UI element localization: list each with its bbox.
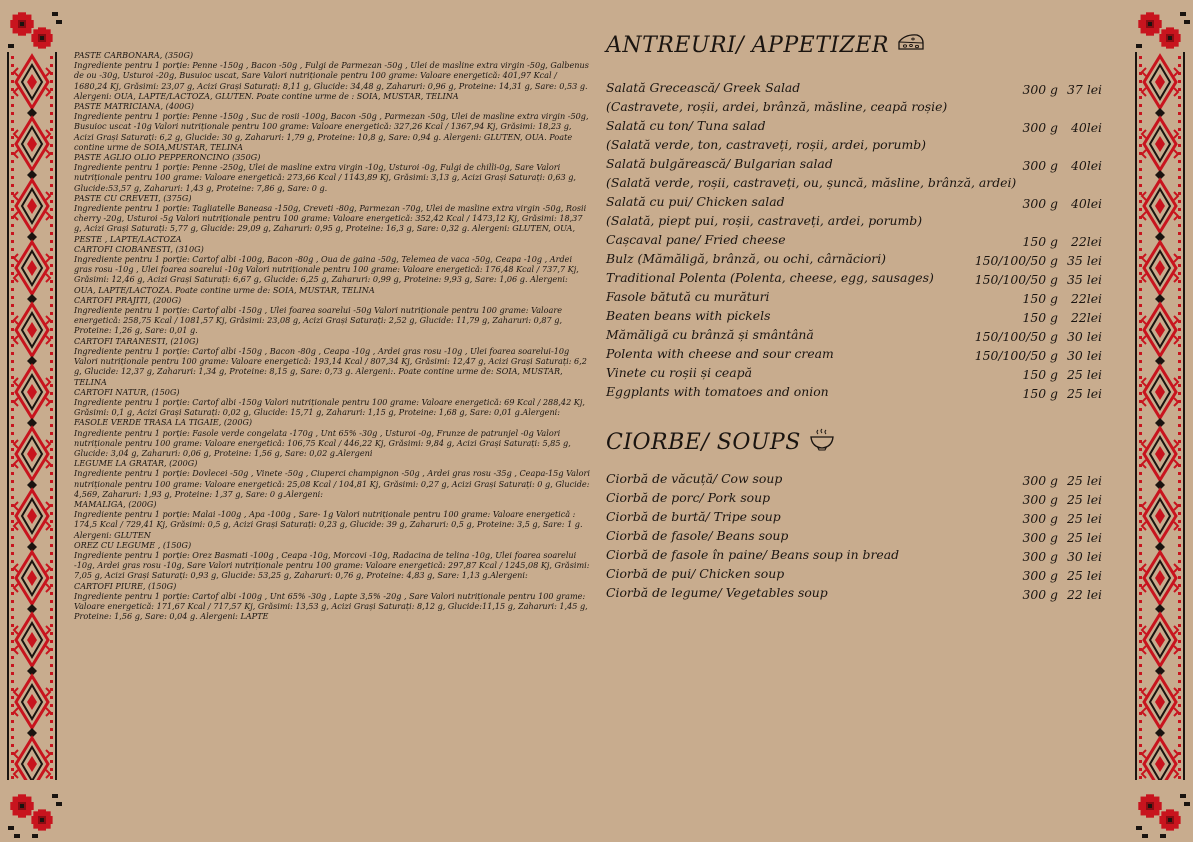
dish-title: CARTOFI PIURE, (150G) — [74, 580, 177, 591]
menu-item-name: Vinete cu roșii și ceapă — [606, 365, 752, 380]
menu-item-quantity: 300 g — [1022, 158, 1058, 173]
menu-item-price: 22lei — [1070, 234, 1102, 249]
menu-item-name: Ciorbă de legume/ Vegetables soup — [606, 585, 828, 600]
menu-row — [606, 365, 1116, 384]
menu-item-quantity: 300 g — [1022, 82, 1058, 97]
menu-item-quantity: 150/100/50 g — [974, 348, 1058, 363]
menu-item-price: 25 lei — [1067, 367, 1102, 382]
menu-row — [606, 547, 1116, 566]
menu-row — [606, 118, 1116, 137]
menu-item-name: Salată cu pui/ Chicken salad — [606, 194, 785, 209]
menu-item-name: Ciorbă de burtă/ Tripe soup — [606, 509, 781, 524]
menu-row — [606, 509, 1116, 528]
dish-ingredients: Ingrediente pentru 1 porție: Dovlecei -50g , Vinete -50g , Ciuperci champignon -50g , Ardei gras rosu -35g , Ceapa-15g Valori nutriționale pentru 100 grame: Valoare energetică: 25,08 Kcal / 104,81 Kj, Grăsimi: 0,27 g, Acizi Grași Saturați: 0 g, Glucide: 4,569, Zaharuri: 1,93 g, Proteine: 1,37 g, Sare: 0 g.Alergeni: — [74, 468, 590, 499]
menu-item-name: Ciorbă de porc/ Pork soup — [606, 490, 771, 505]
menu-row — [606, 80, 1116, 99]
dish-title: CARTOFI NATUR, (150G) — [74, 386, 180, 397]
appetizer-section-title — [606, 30, 1116, 60]
menu-item-price: 30 lei — [1067, 329, 1102, 344]
menu-row — [606, 194, 1116, 213]
menu-item-quantity: 300 g — [1022, 473, 1058, 488]
menu-item-quantity: 150 g — [1022, 234, 1058, 249]
menu-item-quantity: 300 g — [1022, 530, 1058, 545]
dish-ingredients: Ingrediente pentru 1 porție: Penne -250g, Ulei de masline extra virgin -10g, Usturoi -0g, Fulgi de chilli-0g, Sare Valori nutriționale pentru 100 grame: Valoare energetică: 273,66 Kcal / 1143,89 Kj, Grăsimi: 3,13 g, Acizi Grași Saturați: 0,63 g, Glucide:53,57 g, Zaharuri: 1,43 g, Proteine: 7,86 g, Sare: 0 g. — [74, 162, 576, 193]
dish-title: FASOLE VERDE TRASA LA TIGAIE, (200G) — [74, 417, 253, 428]
menu-item-name: (Salată, piept pui, roșii, castraveți, ardei, porumb) — [606, 213, 923, 228]
menu-item-price: 25 lei — [1067, 386, 1102, 401]
menu-item-name: Bulz (Mămăligă, brânză, ou ochi, cârnăciori) — [606, 251, 886, 266]
menu-item-price: 22lei — [1070, 291, 1102, 306]
menu-item-quantity: 150 g — [1022, 367, 1058, 382]
dish-ingredients: Ingrediente pentru 1 porție: Penne -150g , Suc de rosii -100g, Bacon -50g , Parmezan -50g, Ulei de masline extra virgin -50g, Busuioc uscat -10g Valori nutriționale pentru 100 grame: Valoare energetică: 327,26 Kcal / 1367,94 Kj, Grăsimi: 18,23 g, Acizi Grași Saturați: 6,2 g, Glucide: 30 g, Zaharuri: 1,79 g, Proteine: 10,8 g, Sare: 0,94 g. Alergeni: GLUTEN, OUA. Poate contine urme de SOIA,MUSTAR, TELINA — [74, 111, 589, 152]
menu-item-price: 37 lei — [1067, 82, 1102, 97]
dish-title: CARTOFI CIOBANESTI, (310G) — [74, 243, 204, 254]
dish-ingredients: Ingrediente pentru 1 porție: Cartof albi -150g , Ulei foarea soarelui -50g Valori nutriționale pentru 100 grame: Valoare energetică: 258,75 Kcal / 1081,57 Kj, Grăsimi: 23,08 g, Acizi Grași Saturați: 2,52 g, Glucide: 11,79 g, Zaharuri: 0,87 g, Proteine: 1,26 g, Sare: 0,01 g. — [74, 305, 563, 336]
corner-rose-ornament — [1130, 784, 1190, 842]
menu-item-name: Polenta with cheese and sour cream — [606, 346, 834, 361]
dish-ingredients: Ingrediente pentru 1 porție: Cartof albi -100g, Bacon -80g , Oua de gaina -50g, Telemea de vaca -50g, Ceapa -10g , Ardei gras rosu -10g , Ulei foarea soarelui -10g Valori nutriționale pentru 100 grame: Valoare energetică: 176,48 Kcal / 737,7 Kj, Grăsimi: 12,46 g, Acizi Grași Saturați: 6,67 g, Glucide: 6,25 g, Zaharuri: 0,99 g, Proteine: 9,93 g, Sare: 1,06 g. Alergeni: OUA, LAPTE/LACTOZA. Poate contine urme de: SOIA, MUSTAR, TELINA — [74, 254, 579, 295]
dish-title: OREZ CU LEGUME , (150G) — [74, 539, 192, 550]
menu-item-price: 25 lei — [1067, 511, 1102, 526]
menu-item-price: 40lei — [1070, 196, 1102, 211]
menu-row — [606, 289, 1116, 308]
menu-item-quantity: 150/100/50 g — [974, 253, 1058, 268]
dish-ingredients: Ingrediente pentru 1 porție: Cartof albi -150g , Bacon -80g , Ceapa -10g , Ardei gras rosu -10g , Ulei foarea soarelui-10g Valori nutriționale pentru 100 grame: Valoare energetică: 193,14 Kcal / 807,34 Kj, Grăsimi: 12,47 g, Acizi Grași Saturați: 6,2 g, Glucide: 12,37 g, Zaharuri: 1,34 g, Proteine: 8,15 g, Sare: 0,73 g. Alergeni:. Poate contine urme de: SOIA, MUSTAR, TELINA — [74, 345, 587, 387]
menu-row — [606, 566, 1116, 585]
soups-section-title — [606, 427, 1116, 457]
menu-item-name: Traditional Polenta (Polenta, cheese, egg, sausages) — [606, 270, 934, 285]
menu-item-price: 25 lei — [1067, 530, 1102, 545]
menu-row — [606, 232, 1116, 251]
menu-item-name: Beaten beans with pickels — [606, 308, 771, 323]
menu-item-price: 30 lei — [1067, 549, 1102, 564]
menu-item-price: 30 lei — [1067, 348, 1102, 363]
menu-row — [606, 175, 1116, 194]
menu-item-price: 25 lei — [1067, 568, 1102, 583]
soup-bowl-icon — [809, 427, 835, 457]
menu-row — [606, 137, 1116, 156]
dish-ingredients: Ingrediente pentru 1 porție: Fasole verde congelata -170g , Unt 65% -30g , Usturoi -0g, Frunze de patrunjel -0g Valori nutriționale pentru 100 grame: Valoare energetică: 106,75 Kcal / 446,22 Kj, Grăsimi: 9,84 g, Acizi Grași Saturați: 5,85 g, Glucide: 3,04 g, Zaharuri: 0,06 g, Proteine: 1,56 g, Sare: 0,02 g.Alergeni — [74, 427, 571, 458]
menu-row — [606, 270, 1116, 289]
menu-item-name: Ciorbă de văcuță/ Cow soup — [606, 471, 783, 486]
menu-item-name: Fasole bătută cu murături — [606, 289, 770, 304]
menu-row — [606, 346, 1116, 365]
dish-ingredients: Ingrediente pentru 1 porție: Tagliatelle Baneasa -150g, Creveti -80g, Parmezan -70g, Ulei de masline extra virgin -50g, Rosii cherry -20g, Usturoi -5g Valori nutriționale pentru 100 grame: Valoare energetică: 352,42 Kcal / 1473,12 Kj, Grăsimi: 18,37 g, Acizi Grași Saturați: 5,77 g, Glucide: 29,09 g, Zaharuri: 0,95 g, Proteine: 16,3 g, Sare: 0,32 g. Alergeni: GLUTEN, OUA, PESTE , LAPTE/LACTOZA — [74, 203, 587, 244]
appetizer-list — [606, 80, 1116, 403]
menu-item-name: Ciorbă de fasole/ Beans soup — [606, 528, 789, 543]
dish-ingredients: Ingrediente pentru 1 porție: Penne -150g , Bacon -50g , Fulgi de Parmezan -50g , Ulei de masline extra virgin -50g, Galbenus de ou -30g, Usturoi -20g, Busuioc uscat, Sare Valori nutriționale pentru 100 grame: Valoare energetică: 401,97 Kcal / 1680,24 Kj, Grăsimi: 23,07 g, Acizi Grași Saturați: 8,11 g, Glucide: 34,48 g, Zaharuri: 0,96 g, Proteine: 14,31 g, Sare: 0,53 g. Alergeni: OUA, LAPTE/LACTOZA, GLUTEN. Poate contine urme de : SOIA, MUSTAR, TELINA — [74, 60, 589, 101]
dish-title: MAMALIGA, (200G) — [74, 498, 157, 509]
menu-item-price: 40lei — [1070, 120, 1102, 135]
menu-row — [606, 213, 1116, 232]
menu-item-price: 25 lei — [1067, 492, 1102, 507]
menu-row — [606, 528, 1116, 547]
menu-item-quantity: 150 g — [1022, 386, 1058, 401]
menu-row — [606, 251, 1116, 270]
menu-row — [606, 308, 1116, 327]
dish-title: LEGUME LA GRATAR, (200G) — [74, 458, 198, 469]
menu-item-name: Ciorbă de fasole în paine/ Beans soup in bread — [606, 547, 900, 562]
menu-row — [606, 471, 1116, 490]
cheese-icon — [897, 32, 925, 58]
dish-title: PASTE CARBONARA, (350G) — [74, 50, 194, 60]
menu-item-quantity: 300 g — [1022, 549, 1058, 564]
menu-item-price: 22 lei — [1067, 587, 1102, 602]
dish-title: CARTOFI TARANESTI, (210G) — [74, 335, 199, 346]
menu-item-price: 35 lei — [1067, 272, 1102, 287]
menu-item-name: (Salată verde, ton, castraveți, roșii, ardei, porumb) — [606, 137, 926, 152]
dish-title: CARTOFI PRAJITI, (200G) — [74, 294, 182, 305]
menu-item-name: Eggplants with tomatoes and onion — [606, 384, 829, 399]
menu-item-price: 35 lei — [1067, 253, 1102, 268]
menu-row — [606, 327, 1116, 346]
menu-item-quantity: 150/100/50 g — [974, 272, 1058, 287]
menu-item-quantity: 300 g — [1022, 587, 1058, 602]
dish-ingredients: Ingrediente pentru 1 porție: Malai -100g , Apa -100g , Sare- 1g Valori nutriționale pentru 100 grame: Valoare energetică : 174,5 Kcal / 729,41 Kj, Grăsimi: 0,5 g, Acizi Grași Saturați: 0,23 g, Glucide: 39 g, Zaharuri: 0,5 g, Proteine: 3,5 g, Sare: 1 g. Alergeni: GLUTEN — [74, 509, 583, 540]
menu-row — [606, 585, 1116, 604]
menu-item-name: Ciorbă de pui/ Chicken soup — [606, 566, 785, 581]
menu-item-name: Salată Grecească/ Greek Salad — [606, 80, 801, 95]
ingredients-column — [74, 50, 590, 621]
menu-row — [606, 490, 1116, 509]
dish-title: PASTE CU CREVETI, (375G) — [74, 192, 192, 203]
menu-item-quantity: 150 g — [1022, 310, 1058, 325]
soups-list — [606, 471, 1116, 604]
menu-item-name: (Castravete, roșii, ardei, brânză, măsline, ceapă roșie) — [606, 99, 948, 114]
menu-item-price: 22lei — [1070, 310, 1102, 325]
dish-ingredients: Ingrediente pentru 1 porție: Cartof albi -100g , Unt 65% -30g , Lapte 3,5% -20g , Sare Valori nutriționale pentru 100 grame: Valoare energetică: 171,67 Kcal / 717,57 Kj, Grăsimi: 13,53 g, Acizi Grași Saturați: 8,12 g, Glucide:11,15 g, Zaharuri: 1,45 g, Proteine: 1,56 g, Sare: 0,04 g. Alergeni: LAPTE — [74, 590, 588, 622]
appetizer-title-text: ANTREURI/ APPETIZER — [606, 32, 889, 58]
menu-item-quantity: 300 g — [1022, 568, 1058, 583]
corner-rose-ornament — [2, 784, 62, 842]
left-embroidery-border — [4, 52, 60, 780]
menu-item-quantity: 300 g — [1022, 120, 1058, 135]
menu-item-quantity: 300 g — [1022, 511, 1058, 526]
menu-row — [606, 99, 1116, 118]
menu-item-name: Salată cu ton/ Tuna salad — [606, 118, 766, 133]
menu-item-price: 25 lei — [1067, 473, 1102, 488]
menu-item-quantity: 150/100/50 g — [974, 329, 1058, 344]
menu-item-quantity: 300 g — [1022, 196, 1058, 211]
menu-item-name: (Salată verde, roșii, castraveți, ou, șuncă, măsline, brânză, ardei) — [606, 175, 1017, 190]
dish-ingredients: Ingrediente pentru 1 porție: Orez Basmati -100g , Ceapa -10g, Morcovi -10g, Radacina de telina -10g, Ulei foarea soarelui -10g, Ardei gras rosu -10g, Sare Valori nutriționale pentru 100 grame: Valoare energetică: 297,87 Kcal / 1245,08 Kj, Grăsimi: 7,05 g, Acizi Grași Saturați: 0,93 g, Glucide: 53,25 g, Zaharuri: 0,76 g, Proteine: 4,83 g, Sare: 1,13 g.Alergeni: — [74, 549, 590, 581]
menu-item-name: Cașcaval pane/ Fried cheese — [606, 232, 786, 247]
menu-row — [606, 156, 1116, 175]
menu-item-name: Mămăligă cu brânză și smântână — [606, 327, 814, 342]
soups-title-text: CIORBE/ SOUPS — [606, 429, 801, 455]
menu-item-price: 40lei — [1070, 158, 1102, 173]
menu-column — [606, 30, 1116, 604]
menu-item-quantity: 150 g — [1022, 291, 1058, 306]
dish-ingredients: Ingrediente pentru 1 porție: Cartof albi -150g Valori nutriționale pentru 100 grame: Valoare energetică: 69 Kcal / 288,42 Kj, Grăsimi: 0,1 g, Acizi Grași Saturați: 0,02 g, Glucide: 15,71 g, Zaharuri: 1,15 g, Proteine: 1,68 g, Sare: 0,01 g.Alergeni: — [74, 396, 585, 418]
menu-row — [606, 384, 1116, 403]
dish-title: PASTE AGLIO OLIO PEPPERONCINO (350G) — [74, 152, 261, 163]
dish-title: PASTE MATRICIANA, (400G) — [74, 101, 194, 112]
menu-item-name: Salată bulgărească/ Bulgarian salad — [606, 156, 833, 171]
right-embroidery-border — [1132, 52, 1188, 780]
menu-item-quantity: 300 g — [1022, 492, 1058, 507]
